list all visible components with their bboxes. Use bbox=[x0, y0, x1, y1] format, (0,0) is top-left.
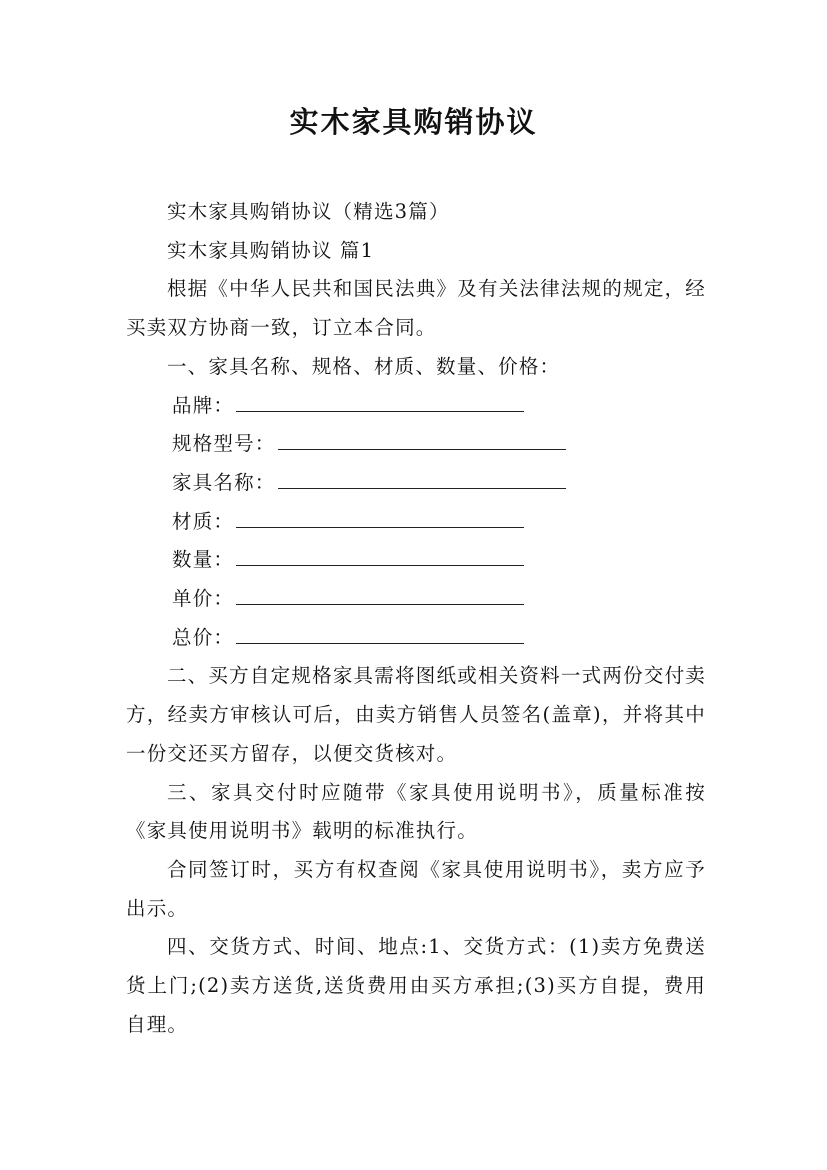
clause-3-note: 合同签订时，买方有权查阅《家具使用说明书》，卖方应予出示。 bbox=[126, 857, 706, 920]
fill-in-line bbox=[236, 642, 524, 644]
field-brand bbox=[126, 387, 706, 426]
field-total-price bbox=[126, 619, 706, 658]
field-quantity bbox=[126, 541, 706, 580]
field-label: 家具名称： bbox=[172, 470, 276, 494]
subtitle: 实木家具购销协议（精选3篇） bbox=[166, 200, 450, 223]
field-label: 规格型号： bbox=[172, 432, 276, 456]
intro-paragraph: 根据《中华人民共和国民法典》及有关法律法规的规定，经买卖双方协商一致，订立本合同。 bbox=[126, 277, 706, 340]
field-label: 数量： bbox=[172, 548, 235, 572]
field-label: 单价： bbox=[172, 587, 235, 611]
clause-1-heading: 一、家具名称、规格、材质、数量、价格： bbox=[166, 354, 561, 378]
clause-2: 二、买方自定规格家具需将图纸或相关资料一式两份交付卖方，经卖方审核认可后，由卖方销售人员签名(盖章)，并将其中一份交还买方留存，以便交货核对。 bbox=[126, 664, 706, 765]
fill-in-line bbox=[236, 410, 524, 412]
fill-in-line bbox=[278, 448, 566, 450]
field-furniture-name bbox=[126, 464, 706, 503]
document-body bbox=[126, 193, 706, 1044]
field-label: 总价： bbox=[172, 625, 235, 649]
page-title: 实木家具购销协议 bbox=[289, 105, 538, 139]
fill-in-line bbox=[278, 487, 566, 489]
field-unit-price bbox=[126, 580, 706, 619]
clause-4: 四、交货方式、时间、地点:1、交货方式：(1)卖方免费送货上门;(2)卖方送货,送货费用由买方承担;(3)买方自提，费用自理。 bbox=[126, 935, 706, 1036]
field-label: 品牌： bbox=[172, 393, 235, 417]
fill-in-line bbox=[236, 526, 524, 528]
field-material bbox=[126, 503, 706, 542]
field-model bbox=[126, 425, 706, 464]
fill-in-line bbox=[236, 564, 524, 566]
clause-3: 三、家具交付时应随带《家具使用说明书》，质量标准按《家具使用说明书》载明的标准执行。 bbox=[126, 780, 706, 843]
section-heading: 实木家具购销协议 篇1 bbox=[166, 238, 375, 262]
fill-in-line bbox=[236, 603, 524, 605]
field-label: 材质： bbox=[172, 509, 235, 533]
